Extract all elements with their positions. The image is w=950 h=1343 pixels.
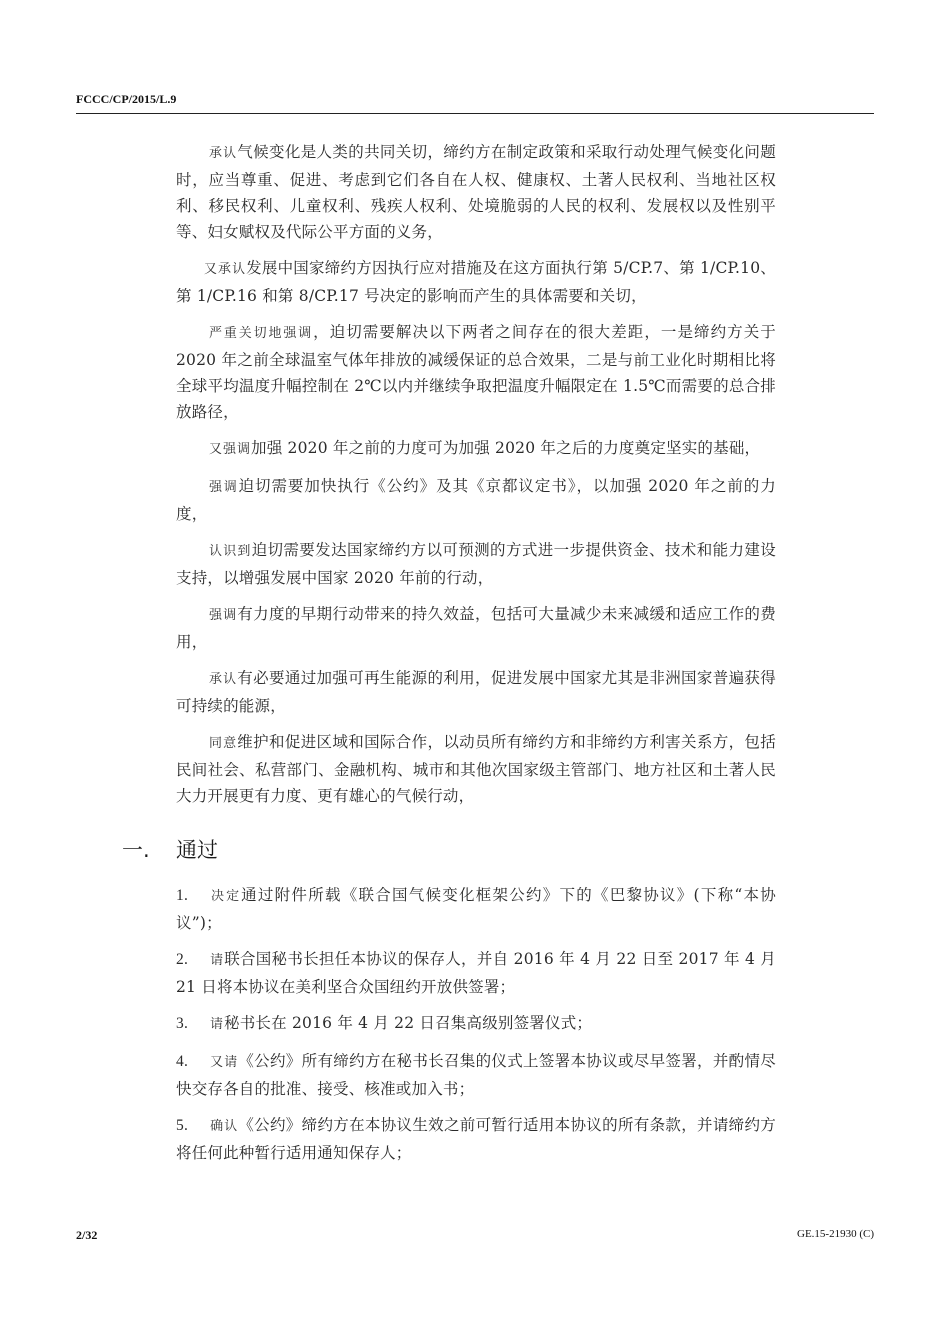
operative-item: [176, 882, 776, 936]
preamble-paragraph: [176, 435, 776, 463]
paragraph-lead: 承认: [209, 146, 238, 161]
document-symbol: FCCC/CP/2015/L.9: [76, 92, 177, 106]
paragraph-lead: 又强调: [209, 442, 252, 457]
paragraph-lead: 严重关切地强调: [209, 326, 314, 341]
paragraph-text: 有力度的早期行动带来的持久效益，包括可大量减少未来减缓和适应工作的费用，: [176, 605, 776, 651]
operative-item: [176, 946, 776, 1000]
operative-item: [176, 1010, 776, 1038]
section-title: 通过: [176, 838, 218, 862]
operative-item: [176, 1112, 776, 1166]
item-text: 秘书长在 2016 年 4 月 22 日召集高级别签署仪式；: [224, 1014, 593, 1032]
preamble-paragraph: [176, 665, 776, 719]
item-number: 1.: [176, 887, 189, 904]
preamble-paragraph: [176, 139, 776, 245]
item-number: 2.: [176, 951, 189, 968]
paragraph-text: 气候变化是人类的共同关切，缔约方在制定政策和采取行动处理气候变化问题时，应当尊重、促进、考虑到它们各自在人权、健康权、土著人民权利、当地社区权利、移民权利、儿童权利、残疾人权利、处境脆弱的人民的权利、发展权以及性别平等、妇女赋权及代际公平方面的义务，: [176, 143, 776, 241]
paragraph-text: 加强 2020 年之前的力度可为加强 2020 年之后的力度奠定坚实的基础，: [251, 439, 761, 457]
paragraph-text: 发展中国家缔约方因执行应对措施及在这方面执行第 5/CP.7、第 1/CP.10、第 1/CP.16 和第 8/CP.17 号决定的影响而产生的具体需要和关切，: [176, 259, 776, 305]
item-lead: 决定: [210, 889, 242, 904]
item-text: 通过附件所载《联合国气候变化框架公约》下的《巴黎协议》(下称“本协议”)；: [176, 886, 776, 932]
section-heading: [122, 834, 218, 864]
preamble-paragraph: [176, 537, 776, 591]
paragraph-text: 维护和促进区域和国际合作，以动员所有缔约方和非缔约方利害关系方，包括民间社会、私营部门、金融机构、城市和其他次国家级主管部门、地方社区和土著人民大力开展更有力度、更有雄心的气候行动，: [176, 733, 776, 805]
preamble-paragraph: [176, 319, 776, 425]
item-text: 《公约》所有缔约方在秘书长召集的仪式上签署本协议或尽早签署，并酌情尽快交存各自的批准、接受、核准或加入书；: [176, 1052, 776, 1098]
paragraph-text: 迫切需要加快执行《公约》及其《京都议定书》，以加强 2020 年之前的力度，: [176, 477, 776, 523]
paragraph-lead: 同意: [209, 736, 238, 751]
job-number: GE.15-21930 (C): [797, 1228, 874, 1240]
item-number: 5.: [176, 1117, 189, 1134]
paragraph-lead: 认识到: [209, 544, 252, 559]
item-lead: 又请: [210, 1055, 239, 1070]
paragraph-lead: 强调: [209, 480, 239, 495]
item-number: 4.: [176, 1053, 189, 1070]
paragraph-lead: 又承认: [204, 262, 247, 277]
preamble-paragraph: [176, 729, 776, 809]
item-lead: 请: [210, 1017, 225, 1032]
item-lead: 请: [210, 953, 225, 968]
paragraph-text: 迫切需要发达国家缔约方以可预测的方式进一步提供资金、技术和能力建设支持，以增强发展中国家 2020 年前的行动，: [176, 541, 776, 587]
paragraph-text: ，迫切需要解决以下两者之间存在的很大差距，一是缔约方关于 2020 年之前全球温室气体年排放的减缓保证的总合效果，二是与前工业化时期相比将全球平均温度升幅控制在 2℃以内并继续争取把温度升幅限定在 1.5℃而需要的总合排放路径，: [176, 323, 776, 421]
item-text: 联合国秘书长担任本协议的保存人，并自 2016 年 4 月 22 日至 2017 年 4 月 21 日将本协议在美利坚合众国纽约开放供签署；: [176, 950, 776, 996]
preamble-paragraph: [176, 601, 776, 655]
operative-list: [176, 882, 776, 1176]
item-lead: 确认: [210, 1119, 239, 1134]
preamble-paragraph: [176, 473, 776, 527]
section-number: 一.: [122, 838, 150, 862]
operative-item: [176, 1048, 776, 1102]
paragraph-lead: 承认: [209, 672, 238, 687]
page-number: 2/32: [76, 1228, 98, 1242]
preamble-paragraph: [176, 255, 776, 309]
item-text: 《公约》缔约方在本协议生效之前可暂行适用本协议的所有条款，并请缔约方将任何此种暂行适用通知保存人；: [176, 1116, 776, 1162]
item-number: 3.: [176, 1015, 189, 1032]
paragraph-lead: 强调: [209, 608, 238, 623]
preamble: [176, 139, 776, 819]
paragraph-text: 有必要通过加强可再生能源的利用，促进发展中国家尤其是非洲国家普遍获得可持续的能源，: [176, 669, 776, 715]
header-divider: [76, 113, 874, 114]
